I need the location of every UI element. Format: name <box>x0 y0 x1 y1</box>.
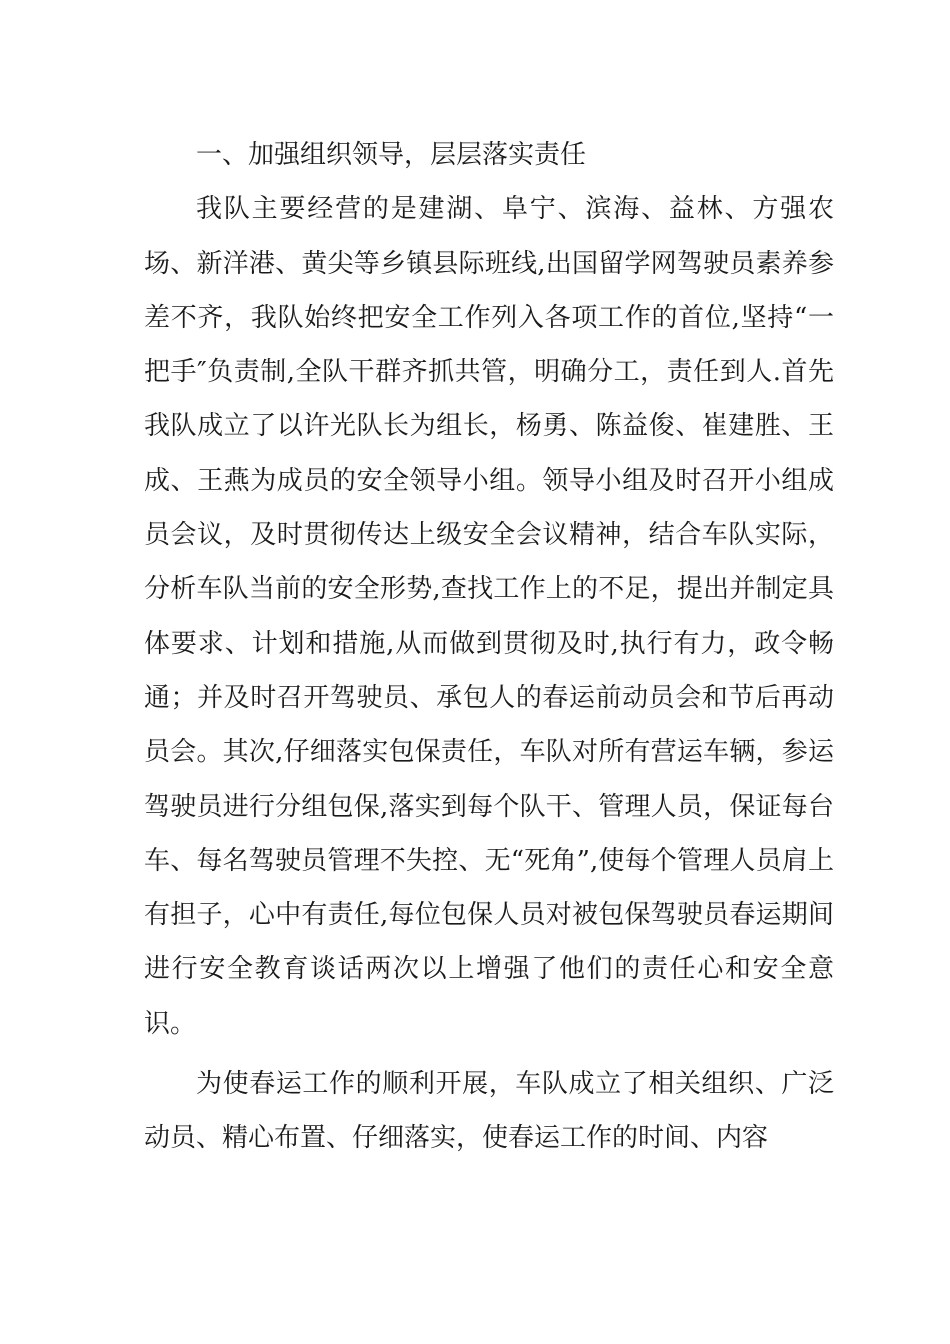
document-body <box>144 128 834 1166</box>
paragraph-2: 为使春运工作的顺利开展，车队成立了相关组织、广泛动员、精心布置、仔细落实，使春运工作的时间、内容 <box>144 1069 834 1154</box>
section-heading: 一、加强组织领导，层层落实责任 <box>196 140 587 170</box>
paragraph-1: 我队主要经营的是建湖、阜宁、滨海、益林、方强农场、新洋港、黄尖等乡镇县际班线,出国留学网驾驶员素养参差不齐，我队始终把安全工作列入各项工作的首位,坚持“一把手″负责制,全队干群齐抓共管，明确分工，责任到人.首先我队成立了以许光队长为组长，杨勇、陈益俊、崔建胜、王成、王燕为成员的安全领导小组。领导小组及时召开小组成员会议，及时贯彻传达上级安全会议精神，结合车队实际，分析车队当前的安全形势,查找工作上的不足，提出并制定具体要求、计划和措施,从而做到贯彻及时,执行有力，政令畅通；并及时召开驾驶员、承包人的春运前动员会和节后再动员会。其次,仔细落实包保责任，车队对所有营运车辆，参运驾驶员进行分组包保,落实到每个队干、管理人员，保证每台车、每名驾驶员管理不失控、无“死角”,使每个管理人员肩上有担子，心中有责任,每位包保人员对被包保驾驶员春运期间进行安全教育谈话两次以上增强了他们的责任心和安全意识。 <box>144 194 834 1039</box>
